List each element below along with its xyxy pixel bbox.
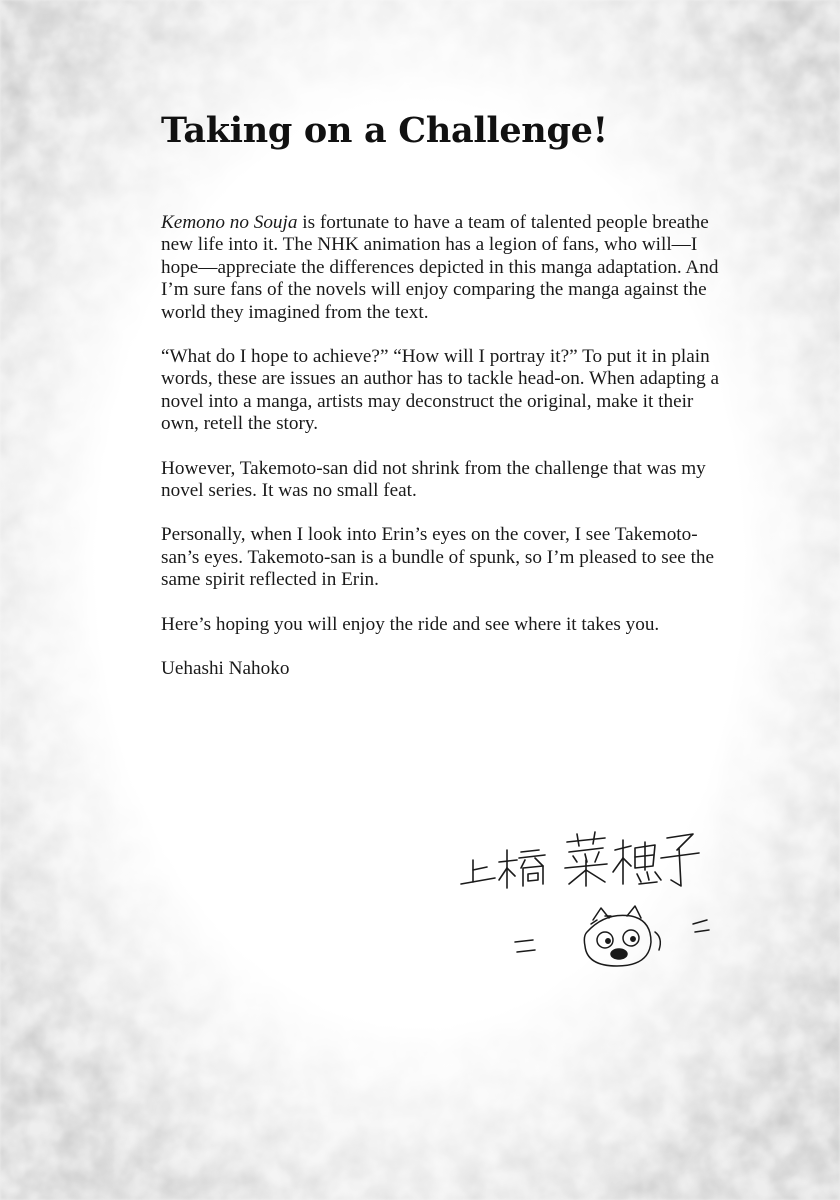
author-name: Uehashi Nahoko [161, 658, 290, 680]
paragraph-1 [161, 212, 721, 324]
letter-body [161, 108, 721, 703]
signature-drawing [455, 820, 735, 990]
paragraph-1-italic-title: Kemono no Souja [161, 212, 298, 233]
paragraph-5: Here’s hoping you will enjoy the ride and see where it takes you. [161, 613, 660, 635]
paragraph-4: Personally, when I look into Erin’s eyes on the cover, I see Takemoto-san’s eyes. Takemoto-san is a bundle of spunk, so I’m pleased to see the same spirit reflected in Erin. [161, 524, 715, 591]
handwritten-signature [455, 820, 735, 990]
page-title: Taking on a Challenge! [161, 110, 608, 151]
paragraph-3: However, Takemoto-san did not shrink from the challenge that was my novel series. It was no small feat. [161, 457, 706, 502]
paragraph-1-text: is fortunate to have a team of talented people breathe new life into it. The NHK animation has a legion of fans, who will—I hope—appreciate the differences depicted in this manga adaptation. And I’m sure fans of the novels will enjoy comparing the manga against the world they imagined from the text. [161, 212, 719, 323]
paragraph-2: “What do I hope to achieve?” “How will I portray it?” To put it in plain words, these are issues an author has to tackle head-on. When adapting a novel into a manga, artists may deconstruct the original, make it their own, retell the story. [161, 346, 720, 435]
